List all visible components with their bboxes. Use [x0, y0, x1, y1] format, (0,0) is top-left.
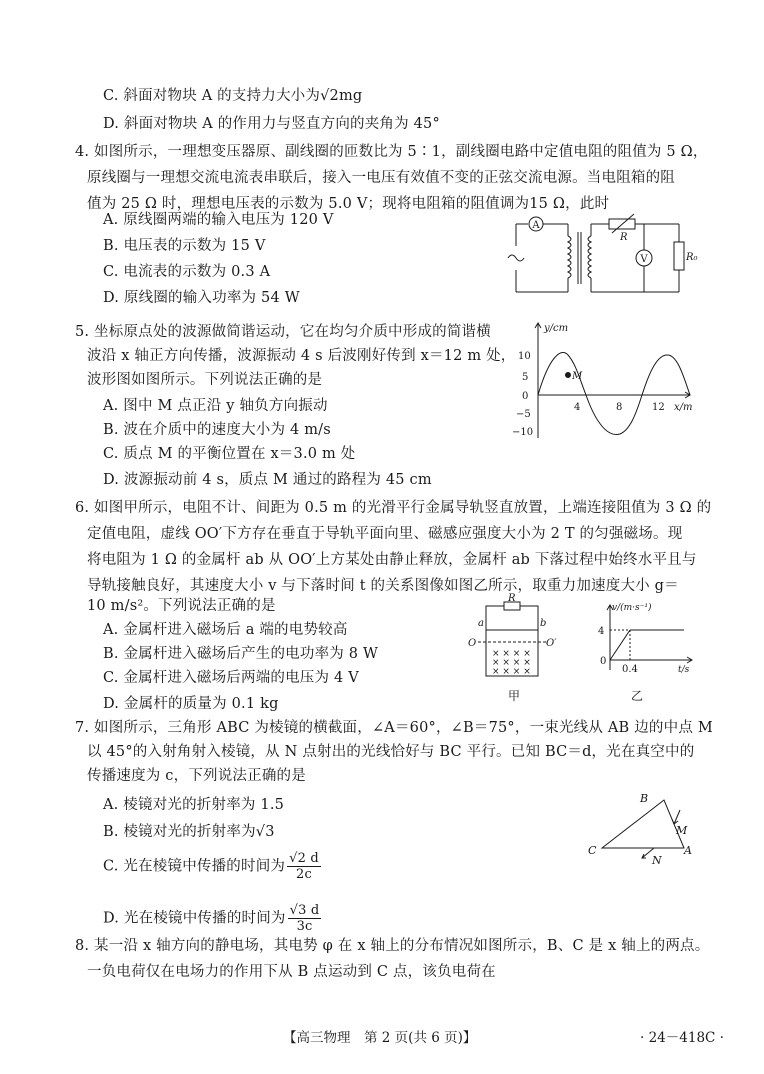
q6-field-marks: × × × × [492, 667, 531, 677]
q6b-tick-t: 0.4 [622, 664, 638, 674]
q4-circuit-diagram [494, 210, 710, 300]
q7-stem-1: 7. 如图所示，三角形 ABC 为棱镜的横截面，∠A＝60°，∠B＝75°，一束光线从 AB 边的中点 M [75, 720, 713, 736]
q4-voltmeter-label: V [640, 254, 648, 265]
q5-option-c: C. 质点 M 的平衡位置在 x＝3.0 m 处 [103, 446, 356, 462]
q5-tick-m5: −5 [516, 409, 531, 420]
q7-stem-2: 以 45°的入射角射入棱镜，从 N 点射出的光线恰好与 BC 平行。已知 BC＝d，光在真空中的 [87, 744, 695, 760]
q7-option-d-text: D. 光在棱镜中传播的时间为 [103, 910, 286, 927]
q4-option-a: A. 原线圈两端的输入电压为 120 V [103, 212, 334, 228]
q5-wave-graph [510, 318, 700, 440]
q8-stem-1: 8. 某一沿 x 轴方向的静电场，其电势 φ 在 x 轴上的分布情况如图所示，B、C 是 x 轴上的两点。 [75, 938, 710, 954]
q6b-tick-4: 4 [598, 626, 605, 637]
q7-c-numerator: √2 d [289, 851, 319, 866]
q6b-xlabel: t/s [678, 665, 690, 674]
q4-secondary-coil [588, 236, 591, 278]
q5-tick-0: 0 [522, 391, 529, 402]
q4-ammeter-label: A [532, 220, 540, 231]
q6-option-c: C. 金属杆进入磁场后两端的电压为 4 V [103, 670, 359, 686]
q5-tick-m10: −10 [512, 427, 534, 438]
page-footer-left: 【高三物理 第 2 页(共 6 页)】 [283, 1030, 477, 1046]
q4-option-d: D. 原线圈的输入功率为 54 W [103, 290, 300, 306]
q6-fig-b [592, 600, 702, 674]
q3-option-d: D. 斜面对物块 A 的作用力与竖直方向的夹角为 45° [103, 116, 440, 132]
q7-option-c [103, 851, 323, 882]
q7-option-b: B. 棱镜对光的折射率为√3 [103, 824, 275, 840]
q5-stem-2: 波沿 x 轴正方向传播，波源振动 4 s 后波刚好传到 x＝12 m 处， [87, 348, 516, 364]
q5-point-m [566, 373, 571, 378]
q6-label-a: a [478, 618, 484, 629]
q5-tick-5: 5 [522, 372, 529, 383]
q7-prism-diagram [584, 788, 700, 868]
q5-wave-curve [538, 352, 690, 434]
q4-ac-source-icon [508, 255, 524, 261]
q6-caption-a: 甲 [508, 689, 521, 703]
q4-stem-2: 原线圈与一理想交流电流表串联后，接入一电压有效值不变的正弦交流电源。当电阻箱的阻 [87, 170, 675, 186]
q4-resistor-box-arrow [612, 214, 634, 233]
q6-stem-5: 10 m/s²。下列说法正确的是 [87, 598, 276, 614]
q5-option-d: D. 波源振动前 4 s，质点 M 通过的路程为 45 cm [103, 472, 432, 488]
q5-tick-x8: 8 [616, 402, 623, 413]
q6-resistor-label: R [508, 593, 516, 604]
q6-option-a: A. 金属杆进入磁场后 a 端的电势较高 [103, 622, 348, 638]
q5-option-a: A. 图中 M 点正沿 y 轴负方向振动 [103, 398, 328, 414]
q6-fig-a [466, 592, 570, 684]
q6-stem-2: 定值电阻，虚线 OO′下方存在垂直于导轨平面向里、磁感应强度大小为 2 T 的匀强磁场。现 [87, 526, 683, 542]
q7-label-m: M [676, 824, 688, 837]
q6b-ylabel: v/(m·s⁻¹) [612, 603, 652, 613]
q5-ylabel: y/cm [544, 323, 569, 334]
q7-label-n: N [652, 854, 662, 867]
q5-option-b: B. 波在介质中的速度大小为 4 m/s [103, 422, 331, 438]
q6-stem-1: 6. 如图甲所示，电阻不计、间距为 0.5 m 的光滑平行金属导轨竖直放置，上端连接阻值为 3 Ω 的 [75, 500, 712, 516]
q5-point-m-label: M [572, 371, 583, 382]
q7-c-denominator: 2c [296, 867, 312, 882]
q4-fixed-resistor [674, 242, 684, 270]
q7-d-denominator: 3c [296, 919, 313, 934]
q6b-accel-segment [610, 630, 630, 660]
q3-option-c: C. 斜面对物块 A 的支持力大小为√2mg [103, 88, 363, 104]
q5-tick-x12: 12 [652, 402, 665, 413]
q5-tick-x4: 4 [574, 402, 581, 413]
q4-option-b: B. 电压表的示数为 15 V [103, 238, 266, 254]
q4-fixed-resistor-label: R₀ [686, 252, 698, 263]
q7-label-a: A [684, 844, 692, 857]
q7-option-d [103, 903, 323, 934]
page-footer-right: · 24－418C · [640, 1030, 724, 1046]
q6-field-marks: × × × × [492, 658, 531, 668]
q6-caption-b: 乙 [631, 689, 644, 703]
q5-stem-1: 5. 坐标原点处的波源做简谐运动，它在均匀介质中形成的简谐横 [75, 324, 491, 340]
q5-tick-10: 10 [518, 351, 531, 362]
q4-resistor-box-label: R [620, 232, 628, 243]
q5-stem-3: 波形图如图所示。下列说法正确的是 [87, 372, 323, 388]
q8-stem-2: 一负电荷仅在电场力的作用下从 B 点运动到 C 点，该负电荷在 [87, 964, 496, 980]
q6-stem-4: 导轨接触良好，其速度大小 v 与下落时间 t 的关系图像如图乙所示，取重力加速度大小 g＝ [87, 578, 679, 594]
q4-stem-3: 值为 25 Ω 时，理想电压表的示数为 5.0 V；现将电阻箱的阻值调为15 Ω，此时 [87, 196, 610, 212]
q4-option-c: C. 电流表的示数为 0.3 A [103, 264, 271, 280]
q7-d-numerator: √3 d [289, 903, 320, 918]
q6-option-d: D. 金属杆的质量为 0.1 kg [103, 696, 279, 712]
q7-option-a: A. 棱镜对光的折射率为 1.5 [103, 797, 285, 813]
q5-xlabel: x/m [674, 402, 693, 413]
q7-label-c: C [588, 844, 597, 857]
q6-label-o2: O′ [546, 638, 557, 649]
q7-option-c-text: C. 光在棱镜中传播的时间为 [103, 858, 286, 875]
q6-option-b: B. 金属杆进入磁场后产生的电功率为 8 W [103, 646, 379, 662]
q4-primary-coil [568, 236, 571, 278]
q6-label-b: b [540, 618, 547, 629]
q6-field-marks: × × × × [492, 649, 531, 659]
q6-stem-3: 将电阻为 1 Ω 的金属杆 ab 从 OO′上方某处由静止释放，金属杆 ab 下落过程中始终水平且与 [87, 552, 697, 568]
q7-triangle [602, 800, 684, 848]
q7-option-c-fraction [287, 851, 321, 882]
q6b-origin: 0 [600, 656, 607, 667]
q6-label-o: O [468, 638, 477, 649]
q7-option-d-fraction [288, 903, 322, 934]
q4-stem-1: 4. 如图所示，一理想变压器原、副线圈的匝数比为 5∶1，副线圈电路中定值电阻的阻值为 5 Ω， [75, 144, 708, 160]
q7-stem-3: 传播速度为 c，下列说法正确的是 [87, 768, 306, 784]
q7-label-b: B [640, 792, 649, 805]
